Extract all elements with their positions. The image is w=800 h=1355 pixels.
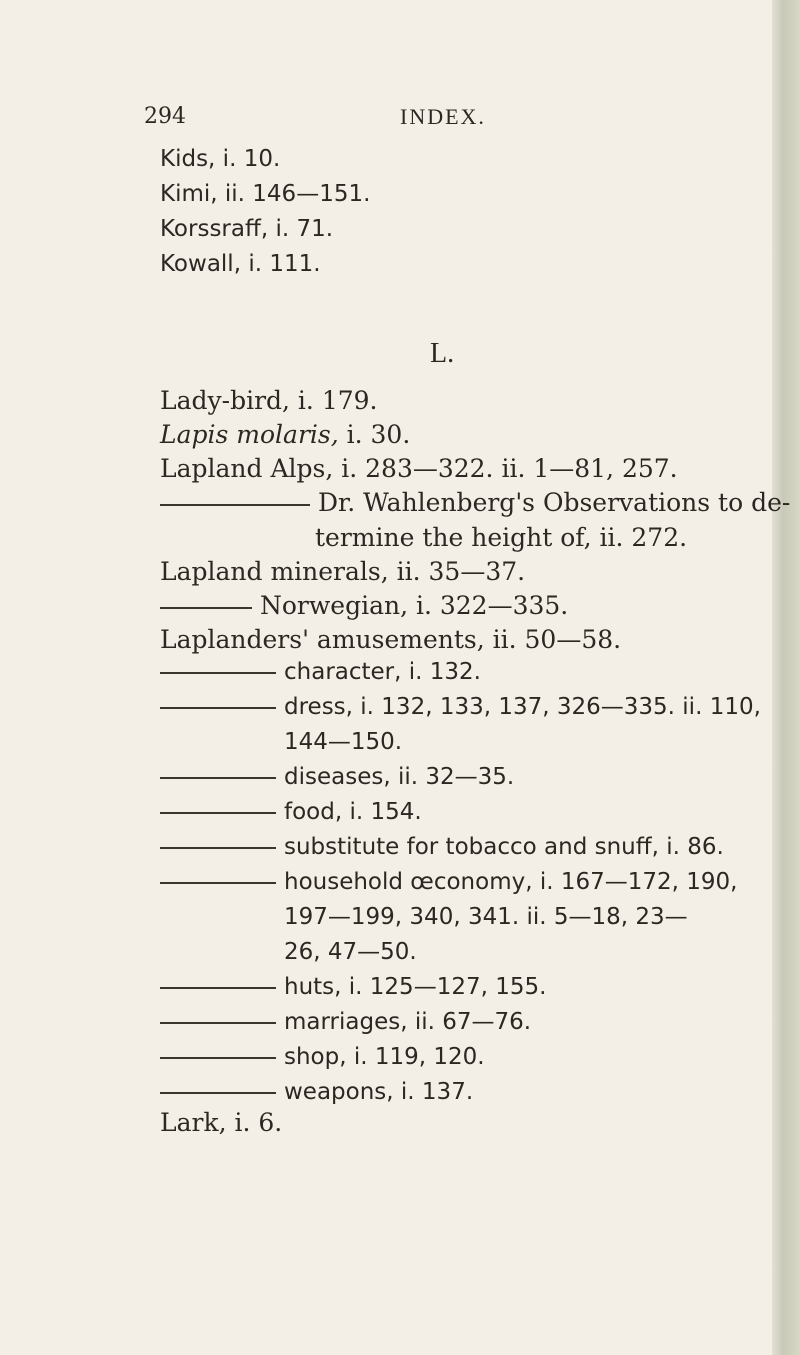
- sub-entry-text: food, i. 154.: [284, 799, 422, 825]
- ditto-dash: [160, 1092, 276, 1094]
- ditto-dash: [160, 707, 276, 709]
- sub-entry-marriages: [160, 1005, 531, 1040]
- laplanders-sub-entries: [160, 655, 760, 1115]
- sub-entry-household-cont2: 26, 47—50.: [284, 939, 417, 965]
- ditto-dash: [160, 1057, 276, 1059]
- index-entry-lapland-alps: Lapland Alps, i. 283—322. ii. 1—81, 257.: [160, 454, 678, 483]
- sub-entry-substitute: [160, 830, 724, 865]
- sub-entry-huts: [160, 970, 546, 1005]
- ditto-dash: [160, 812, 276, 814]
- sub-entry-text: shop, i. 119, 120.: [284, 1044, 485, 1070]
- ditto-dash: [160, 882, 276, 884]
- ditto-dash: [160, 607, 252, 609]
- lapis-ref: i. 30.: [338, 420, 411, 449]
- sub-entry-food: [160, 795, 422, 830]
- sub-entry-shop: [160, 1040, 485, 1075]
- index-entry-korssraff: Korssraff, i. 71.: [160, 216, 334, 242]
- ditto-dash: [160, 847, 276, 849]
- ditto-dash: [160, 672, 276, 674]
- index-entry-kids: Kids, i. 10.: [160, 146, 281, 172]
- ditto-dash: [160, 987, 276, 989]
- sub-entry-norwegian: [160, 588, 568, 623]
- ditto-dash: [160, 504, 310, 506]
- ditto-dash: [160, 1022, 276, 1024]
- index-entry-kowall: Kowall, i. 111.: [160, 251, 321, 277]
- running-header: [144, 104, 644, 134]
- sub-entry-text: marriages, ii. 67—76.: [284, 1009, 532, 1035]
- sub-entry-text: substitute for tobacco and snuff, i. 86.: [284, 834, 724, 860]
- sub-entry-household: [160, 865, 738, 900]
- sub-entry-dress-cont: 144—150.: [284, 729, 403, 755]
- k-entries: [160, 142, 370, 282]
- sub-entry-wahlenberg-cont: termine the height of, ii. 272.: [315, 523, 688, 552]
- sub-entry-text: weapons, i. 137.: [284, 1079, 474, 1105]
- sub-entry-text: diseases, ii. 32—35.: [284, 764, 515, 790]
- sub-entry-text: dress, i. 132, 133, 137, 326—335. ii. 110,: [284, 694, 761, 720]
- section-letter-heading: L.: [430, 338, 455, 369]
- sub-entry-text: character, i. 132.: [284, 659, 481, 685]
- sub-entry-text: Dr. Wahlenberg's Observations to de-: [318, 488, 791, 517]
- running-title: INDEX.: [400, 104, 486, 129]
- index-entry-kimi: Kimi, ii. 146—151.: [160, 181, 371, 207]
- page-edge-shadow: [772, 0, 800, 1355]
- sub-entry-dress: [160, 690, 761, 725]
- ditto-dash: [160, 777, 276, 779]
- index-entry-lady-bird: Lady-bird, i. 179.: [160, 386, 378, 415]
- index-entry-lark: Lark, i. 6.: [160, 1108, 283, 1137]
- sub-entry-text: household œconomy, i. 167—172, 190,: [284, 869, 738, 895]
- sub-entry-text: huts, i. 125—127, 155.: [284, 974, 547, 1000]
- index-entry-lapland-minerals: Lapland minerals, ii. 35—37.: [160, 557, 526, 586]
- sub-entry-diseases: [160, 760, 514, 795]
- sub-entry-text: Norwegian, i. 322—335.: [260, 591, 569, 620]
- sub-entry-household-cont: 197—199, 340, 341. ii. 5—18, 23—: [284, 904, 688, 930]
- lapis-term: Lapis molaris,: [160, 420, 339, 449]
- index-entry-lapis: [160, 417, 410, 452]
- index-entry-laplanders: Laplanders' amusements, ii. 50—58.: [160, 625, 622, 654]
- page-number: 294: [144, 104, 186, 129]
- sub-entry-wahlenberg: [160, 485, 790, 520]
- sub-entry-character: [160, 655, 481, 690]
